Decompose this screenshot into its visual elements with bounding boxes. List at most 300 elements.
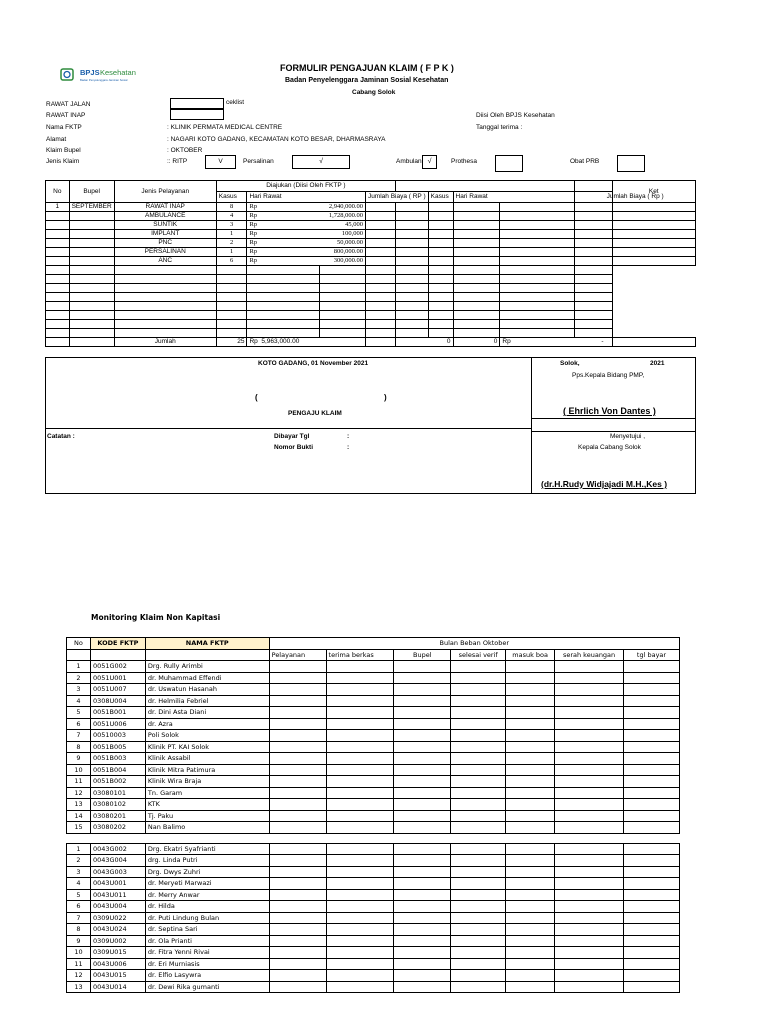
monitoring-table — [66, 637, 680, 993]
claim-bupel — [69, 239, 114, 248]
mon-empty-cell — [624, 924, 680, 936]
claim-empty-cell — [46, 320, 70, 329]
mon-kode: 0043U024 — [90, 924, 145, 936]
mon-empty-cell — [506, 822, 555, 834]
monitoring-row — [67, 672, 680, 684]
claim-empty-cell — [365, 266, 395, 275]
claim-empty-cell — [396, 329, 429, 338]
year-label: 2021 — [650, 360, 665, 367]
mon-empty-cell — [269, 866, 326, 878]
claim-empty-cell — [247, 293, 319, 302]
mon-empty-cell — [506, 753, 555, 765]
mon-empty-cell — [624, 958, 680, 970]
mon-empty-cell — [326, 718, 394, 730]
claim-empty-cell — [365, 230, 395, 239]
mon-kode: 0043G002 — [90, 843, 145, 855]
mon-header-masuk: masuk boa — [506, 649, 555, 661]
claim-empty-cell — [114, 284, 216, 293]
claim-empty-cell — [365, 248, 395, 257]
monitoring-row — [67, 947, 680, 959]
claim-empty-cell — [500, 293, 575, 302]
mon-empty-cell — [451, 776, 506, 788]
claim-empty-cell — [365, 302, 395, 311]
claim-empty-cell — [69, 293, 114, 302]
mon-empty-cell — [326, 787, 394, 799]
rawat-inap-checkbox[interactable] — [170, 109, 224, 120]
claim-empty-cell — [46, 266, 70, 275]
mon-empty-cell — [506, 776, 555, 788]
persalinan-checkbox[interactable]: √ — [292, 155, 350, 169]
mon-empty-cell — [394, 718, 451, 730]
claim-biaya: 100,000 — [341, 230, 363, 237]
mon-empty-cell — [624, 810, 680, 822]
claim-jenis: ANC — [114, 257, 216, 266]
claim-empty-cell — [114, 266, 216, 275]
mon-empty-cell — [451, 878, 506, 890]
mon-kode: 03080101 — [90, 787, 145, 799]
mon-no: 15 — [67, 822, 91, 834]
mon-no: 11 — [67, 958, 91, 970]
mon-no: 6 — [67, 718, 91, 730]
ehrlich-name: ( Ehrlich Von Dantes ) — [563, 406, 656, 416]
mon-kode: 0309U022 — [90, 912, 145, 924]
mon-nama: KTK — [145, 799, 269, 811]
claim-empty-cell — [500, 275, 575, 284]
claim-empty-cell — [453, 329, 500, 338]
mon-empty-cell — [506, 924, 555, 936]
mon-no: 11 — [67, 776, 91, 788]
mon-empty-cell — [326, 947, 394, 959]
mon-nama: dr. Eri Murniasis — [145, 958, 269, 970]
mon-nama: Tj. Paku — [145, 810, 269, 822]
mon-nama: Drg. Rully Arimbi — [145, 661, 269, 673]
claim-row — [46, 320, 696, 329]
mon-empty-cell — [451, 843, 506, 855]
mon-empty-cell — [624, 843, 680, 855]
header-empty-2 — [575, 181, 612, 192]
claim-empty-cell — [612, 257, 696, 266]
mon-empty-cell — [624, 901, 680, 913]
mon-no: 6 — [67, 901, 91, 913]
monitoring-row — [67, 753, 680, 765]
mon-empty-cell — [394, 661, 451, 673]
mon-empty-cell — [394, 981, 451, 993]
mon-empty-cell — [269, 878, 326, 890]
claim-no — [46, 257, 70, 266]
claim-empty-cell — [612, 203, 696, 212]
mon-kode: 0051B001 — [90, 707, 145, 719]
mon-empty-cell — [269, 970, 326, 982]
claim-no — [46, 221, 70, 230]
claim-empty-cell — [575, 284, 612, 293]
mon-empty-cell — [326, 855, 394, 867]
monitoring-row — [67, 776, 680, 788]
mon-empty-cell — [624, 741, 680, 753]
monitoring-row — [67, 855, 680, 867]
mon-kode: 0043U001 — [90, 878, 145, 890]
mon-empty-cell — [394, 810, 451, 822]
claim-rp: Rp — [249, 212, 258, 219]
obat-prb-checkbox[interactable] — [617, 155, 645, 172]
claim-empty-cell — [365, 293, 395, 302]
mon-empty-cell — [451, 958, 506, 970]
claim-empty-cell — [365, 203, 395, 212]
mon-empty-cell — [506, 764, 555, 776]
mon-empty-cell — [269, 741, 326, 753]
header-no: No — [46, 181, 70, 203]
mon-no: 7 — [67, 912, 91, 924]
mon-empty-cell — [269, 684, 326, 696]
claim-row — [46, 230, 696, 239]
claim-empty-cell — [46, 275, 70, 284]
claim-empty-cell — [247, 275, 319, 284]
form-title: FORMULIR PENGAJUAN KLAIM ( F P K ) — [280, 63, 454, 73]
mon-empty-cell — [451, 947, 506, 959]
mon-nama: dr. Dewi Rika gumanti — [145, 981, 269, 993]
claim-empty-cell — [396, 284, 429, 293]
mon-empty-cell — [326, 981, 394, 993]
claim-empty-cell — [319, 275, 365, 284]
mon-empty-cell — [269, 912, 326, 924]
mon-empty-cell — [451, 695, 506, 707]
mon-empty-cell — [555, 843, 624, 855]
header-jumlah-biaya: Jumlah Biaya ( RP ) — [365, 192, 428, 203]
mon-empty-cell — [624, 718, 680, 730]
claim-row — [46, 329, 696, 338]
mon-no: 12 — [67, 970, 91, 982]
mon-empty-cell — [269, 958, 326, 970]
claim-empty-cell — [247, 311, 319, 320]
claim-empty-cell — [216, 329, 247, 338]
mon-kode: 0051U006 — [90, 718, 145, 730]
mon-nama: dr. Azra — [145, 718, 269, 730]
nama-fktp-value: : KLINIK PERMATA MEDICAL CENTRE — [167, 124, 283, 131]
mon-empty-cell — [394, 707, 451, 719]
claim-empty-cell — [453, 311, 500, 320]
mon-empty-cell — [394, 924, 451, 936]
claim-empty-cell — [114, 275, 216, 284]
klaim-bupel-label: Klaim Bupel — [46, 147, 81, 154]
mon-empty-cell — [394, 799, 451, 811]
claim-empty-cell — [46, 311, 70, 320]
claim-empty-cell — [396, 266, 429, 275]
claim-empty-cell — [575, 320, 612, 329]
rawat-jalan-checkbox[interactable] — [170, 98, 224, 109]
claim-empty-cell — [453, 302, 500, 311]
mon-empty-cell — [394, 958, 451, 970]
mon-kode: 0051U001 — [90, 672, 145, 684]
mon-empty-cell — [555, 855, 624, 867]
mon-empty-cell — [624, 912, 680, 924]
pps-label: Pps.Kepala Bidang PMP, — [572, 372, 645, 379]
rudy-name: (dr.H.Rudy Widjajadi M.H.,Kes ) — [541, 479, 668, 489]
claim-empty-cell — [575, 203, 612, 212]
mon-no: 4 — [67, 878, 91, 890]
mon-empty-cell — [555, 684, 624, 696]
monitoring-row — [67, 970, 680, 982]
claim-empty-cell — [500, 221, 575, 230]
claim-empty-cell — [365, 212, 395, 221]
mon-kode: 0051B005 — [90, 741, 145, 753]
mon-empty-cell — [394, 764, 451, 776]
mon-kode: 0051G002 — [90, 661, 145, 673]
mon-empty-cell — [624, 672, 680, 684]
dibayar-colon: : — [347, 433, 350, 440]
claim-empty-cell — [428, 284, 453, 293]
claim-no — [46, 212, 70, 221]
claim-empty-cell — [428, 275, 453, 284]
mon-empty-cell — [326, 661, 394, 673]
mon-empty-cell — [451, 889, 506, 901]
claim-empty-cell — [396, 212, 429, 221]
mon-empty-cell — [506, 730, 555, 742]
claim-empty-cell — [428, 320, 453, 329]
claim-empty-cell — [428, 266, 453, 275]
mon-empty-cell — [555, 787, 624, 799]
claim-empty-cell — [319, 293, 365, 302]
mon-empty-cell — [269, 822, 326, 834]
mon-empty-cell — [451, 764, 506, 776]
mon-empty-cell — [326, 730, 394, 742]
mon-empty-cell — [326, 878, 394, 890]
mon-empty-cell — [624, 753, 680, 765]
mon-empty-cell — [326, 843, 394, 855]
claim-biaya-cell — [247, 248, 366, 257]
monitoring-row — [67, 843, 680, 855]
mon-empty-cell — [624, 855, 680, 867]
total-biaya-2-cell — [500, 338, 612, 347]
claim-empty-cell — [453, 239, 500, 248]
mon-empty-cell — [269, 935, 326, 947]
mon-empty-cell — [394, 855, 451, 867]
total-hari-2: 0 — [453, 338, 500, 347]
mon-empty-cell — [624, 787, 680, 799]
prothesa-checkbox[interactable] — [495, 155, 523, 172]
mon-empty-cell — [451, 855, 506, 867]
claim-bupel: SEPTEMBER — [69, 203, 114, 212]
claim-empty-cell — [500, 266, 575, 275]
mon-empty-cell — [451, 718, 506, 730]
mon-empty-cell — [506, 981, 555, 993]
header-ket: Ket — [612, 181, 696, 203]
mon-empty-cell — [269, 695, 326, 707]
mon-empty-cell — [555, 753, 624, 765]
mon-nama: Klinik PT. KAI Solok — [145, 741, 269, 753]
mon-empty-cell — [269, 901, 326, 913]
mon-empty-cell — [394, 866, 451, 878]
claim-empty-cell — [428, 221, 453, 230]
claim-row — [46, 284, 696, 293]
claim-empty-cell — [612, 221, 696, 230]
claim-empty-cell — [575, 302, 612, 311]
claim-empty-cell — [428, 257, 453, 266]
mon-header-no: No — [67, 638, 91, 650]
mon-nama: dr. Merry Anwar — [145, 889, 269, 901]
mon-empty-cell — [624, 799, 680, 811]
claim-empty-cell — [396, 320, 429, 329]
claim-empty-cell — [114, 329, 216, 338]
claim-empty-cell — [69, 302, 114, 311]
mon-empty-cell — [326, 958, 394, 970]
total-biaya-cell — [247, 338, 366, 347]
mon-no: 3 — [67, 866, 91, 878]
mon-nama: Drg. Dwys Zuhri — [145, 866, 269, 878]
diisi-oleh-label: Diisi Oleh BPJS Kesehatan — [476, 112, 555, 119]
mon-empty-cell — [555, 776, 624, 788]
claim-kasus: 1 — [216, 248, 247, 257]
mon-empty-cell — [326, 924, 394, 936]
claim-row — [46, 221, 696, 230]
claim-empty-cell — [453, 284, 500, 293]
mon-empty-cell — [451, 981, 506, 993]
mon-nama: dr. Elfio Lasywra — [145, 970, 269, 982]
header-kasus-2: Kasus — [428, 192, 453, 203]
mon-empty-cell — [506, 695, 555, 707]
mon-empty-cell — [506, 947, 555, 959]
mon-empty-cell — [506, 912, 555, 924]
claim-empty-cell — [216, 320, 247, 329]
claim-empty-cell — [216, 266, 247, 275]
claim-kasus: 6 — [216, 257, 247, 266]
mon-no: 5 — [67, 889, 91, 901]
mon-empty-cell — [269, 764, 326, 776]
claim-empty-cell — [69, 266, 114, 275]
claim-empty-cell — [247, 329, 319, 338]
mon-empty-cell — [394, 695, 451, 707]
header-bupel: Bupel — [69, 181, 114, 203]
mon-nama: Poli Solok — [145, 730, 269, 742]
mon-empty-cell — [451, 707, 506, 719]
total-rp: Rp — [249, 338, 258, 345]
mon-no: 5 — [67, 707, 91, 719]
mon-nama: dr. Helmilia Febriel — [145, 695, 269, 707]
mon-kode: 03080201 — [90, 810, 145, 822]
claim-row — [46, 212, 696, 221]
mon-no: 3 — [67, 684, 91, 696]
mon-empty-cell — [555, 981, 624, 993]
mon-empty-cell — [506, 799, 555, 811]
total-kasus: 25 — [216, 338, 247, 347]
mon-empty-cell — [555, 958, 624, 970]
claim-empty-cell — [46, 329, 70, 338]
claim-empty-cell — [69, 320, 114, 329]
claim-jenis: PERSALINAN — [114, 248, 216, 257]
claim-empty-cell — [453, 248, 500, 257]
mon-no: 4 — [67, 695, 91, 707]
mon-empty-cell — [451, 684, 506, 696]
mon-empty-cell — [269, 661, 326, 673]
persalinan-label: Persalinan — [243, 158, 274, 165]
monitoring-row — [67, 901, 680, 913]
rawat-jalan-label: RAWAT JALAN — [46, 101, 91, 108]
mon-header-selesai: selesai verif — [451, 649, 506, 661]
ritp-checkbox[interactable]: V — [205, 155, 236, 169]
mon-empty-cell — [624, 935, 680, 947]
claim-empty-cell — [500, 203, 575, 212]
monitoring-row — [67, 866, 680, 878]
monitoring-row — [67, 730, 680, 742]
claim-empty-cell — [69, 275, 114, 284]
claim-empty-cell — [453, 266, 500, 275]
claim-bupel — [69, 257, 114, 266]
mon-empty-cell — [555, 661, 624, 673]
claim-empty-cell — [428, 203, 453, 212]
mon-empty-cell — [394, 753, 451, 765]
svg-text:BPJS: BPJS — [80, 68, 100, 77]
claim-empty-cell — [114, 311, 216, 320]
claim-empty-cell — [575, 230, 612, 239]
mon-empty-cell — [326, 741, 394, 753]
claim-row — [46, 203, 696, 212]
mon-empty-cell — [506, 707, 555, 719]
mon-empty-cell — [555, 935, 624, 947]
mon-empty-cell — [394, 787, 451, 799]
mon-empty-cell — [269, 672, 326, 684]
mon-empty-cell — [555, 810, 624, 822]
claim-empty-cell — [500, 248, 575, 257]
mon-kode: 0309U015 — [90, 947, 145, 959]
claim-empty-cell — [575, 266, 612, 275]
mon-no: 13 — [67, 799, 91, 811]
mon-empty-cell — [451, 661, 506, 673]
branch-name: Cabang Solok — [352, 89, 396, 96]
claim-jenis: IMPLANT — [114, 230, 216, 239]
header-hari-rawat-2: Hari Rawat — [453, 192, 575, 203]
mon-kode: 0051B002 — [90, 776, 145, 788]
mon-header-bulan: Bulan Beban Oktober — [269, 638, 679, 650]
mon-empty-cell — [394, 935, 451, 947]
mon-nama: Klinik Mitra Patimura — [145, 764, 269, 776]
claim-empty-cell — [428, 248, 453, 257]
mon-empty-cell — [326, 799, 394, 811]
ambulan-checkbox[interactable]: √ — [422, 155, 437, 169]
jenis-klaim-label: Jenis Klaim — [46, 158, 80, 165]
claim-empty-cell — [612, 212, 696, 221]
claim-rp: Rp — [249, 230, 258, 237]
claim-empty-cell — [500, 284, 575, 293]
mon-empty-cell — [624, 730, 680, 742]
mon-empty-cell — [555, 730, 624, 742]
mon-empty-cell — [555, 878, 624, 890]
mon-empty-cell — [394, 947, 451, 959]
claim-empty-cell — [247, 284, 319, 293]
dibayar-label: Dibayar Tgl — [274, 433, 310, 440]
claim-rp: Rp — [249, 248, 258, 255]
claim-empty-cell — [575, 329, 612, 338]
mon-kode: 0043G004 — [90, 855, 145, 867]
ambulan-label: Ambulan — [396, 158, 422, 165]
claim-bupel — [69, 221, 114, 230]
monitoring-row — [67, 878, 680, 890]
mon-empty-cell — [269, 753, 326, 765]
mon-empty-cell — [624, 764, 680, 776]
mon-header-bupel: Bupel — [394, 649, 451, 661]
claim-empty-cell — [500, 320, 575, 329]
mon-header-kode: KODE FKTP — [90, 638, 145, 650]
mon-nama: Tn. Garam — [145, 787, 269, 799]
claim-empty-cell — [69, 284, 114, 293]
mon-empty-cell — [624, 661, 680, 673]
mon-kode: 0051B003 — [90, 753, 145, 765]
header-empty — [396, 181, 575, 192]
claim-empty-cell — [216, 284, 247, 293]
claim-empty-cell — [69, 311, 114, 320]
claim-biaya: 45,000 — [345, 221, 363, 228]
mon-nama: Nan Balimo — [145, 822, 269, 834]
mon-empty-cell — [555, 672, 624, 684]
claim-empty-cell — [365, 221, 395, 230]
header-hari-rawat: Hari Rawat — [247, 192, 366, 203]
